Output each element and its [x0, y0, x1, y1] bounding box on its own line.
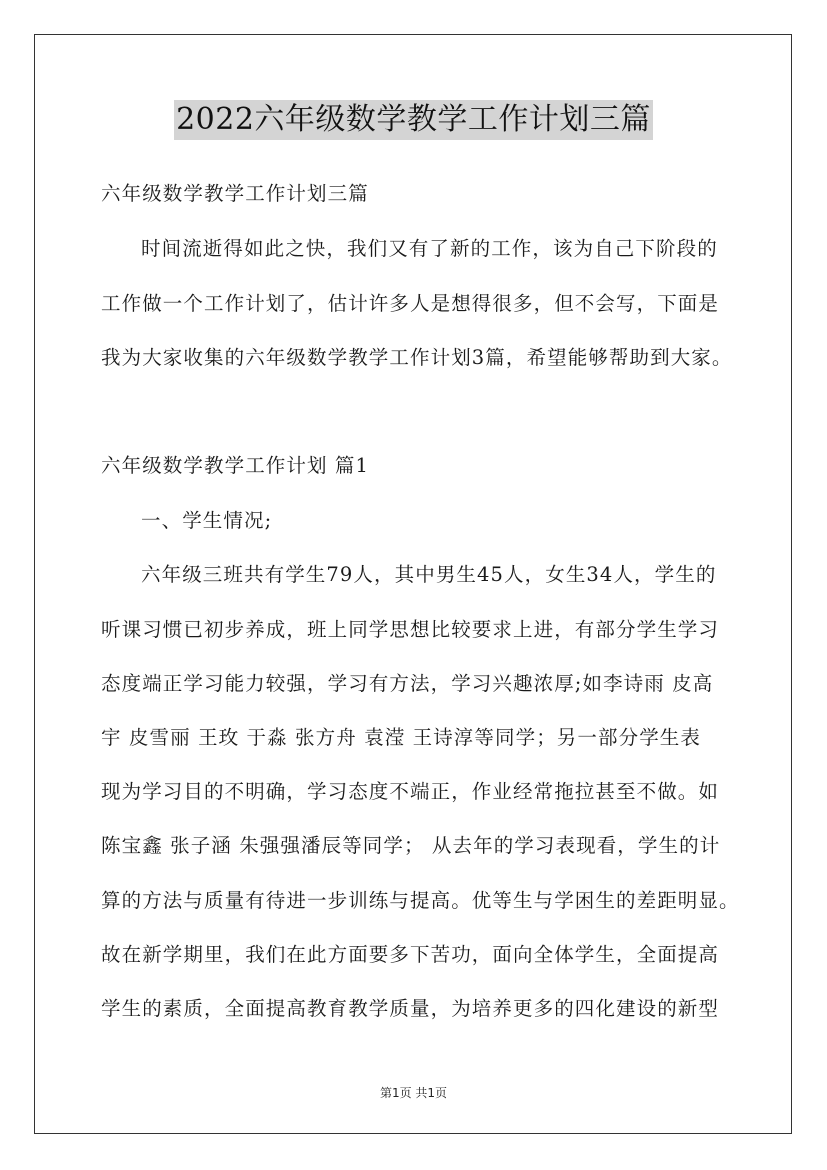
body-line: 陈宝鑫 张子涵 朱强强潘辰等同学； 从去年的学习表现看，学生的计: [101, 834, 721, 857]
document-title: 2022六年级数学教学工作计划三篇: [174, 100, 653, 140]
intro-line: 时间流逝得如此之快，我们又有了新的工作，该为自己下阶段的: [141, 237, 718, 260]
body-line: 听课习惯已初步养成，班上同学思想比较要求上进，有部分学生学习: [101, 618, 720, 641]
body-line: 态度端正学习能力较强，学习有方法，学习兴趣浓厚;如李诗雨 皮高: [101, 672, 714, 695]
page-number-footer: 第1页 共1页: [379, 1086, 448, 1100]
intro-line: 我为大家收集的六年级数学教学工作计划3篇，希望能够帮助到大家。: [101, 346, 733, 369]
body-line: 现为学习目的不明确，学习态度不端正，作业经常拖拉甚至不做。如: [101, 780, 720, 803]
section-heading: 六年级数学教学工作计划 篇1: [101, 454, 370, 477]
subsection-heading: 一、学生情况;: [141, 509, 273, 532]
body-line: 算的方法与质量有待进一步训练与提高。优等生与学困生的差距明显。: [101, 889, 740, 912]
document-subtitle: 六年级数学教学工作计划三篇: [101, 182, 369, 205]
title-container: [0, 100, 827, 140]
body-line: 故在新学期里，我们在此方面要多下苦功，面向全体学生，全面提高: [101, 943, 720, 966]
body-line: 宇 皮雪丽 王玫 于淼 张方舟 袁滢 王诗淳等同学；另一部分学生表: [101, 726, 701, 749]
body-line: 六年级三班共有学生79人，其中男生45人，女生34人，学生的: [141, 563, 717, 586]
body-line: 学生的素质，全面提高教育教学质量，为培养更多的四化建设的新型: [101, 997, 720, 1020]
intro-line: 工作做一个工作计划了，估计许多人是想得很多，但不会写，下面是: [101, 292, 720, 315]
